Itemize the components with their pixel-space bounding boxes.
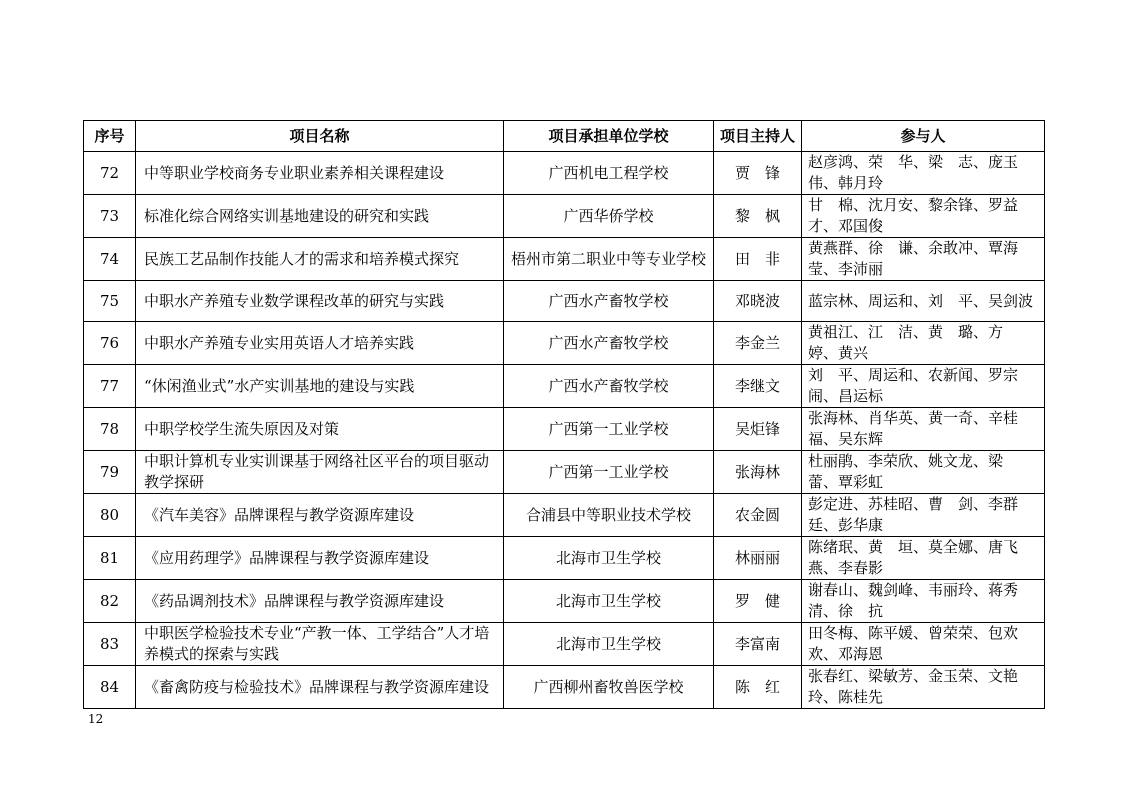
cell-host: 田 非 [714, 238, 802, 281]
table-header-row [84, 121, 1045, 152]
cell-no: 73 [84, 195, 136, 238]
cell-participants: 黄祖江、江 洁、黄 璐、方 婷、黄兴 [802, 322, 1045, 365]
cell-host: 吴炬锋 [714, 408, 802, 451]
cell-school: 广西水产畜牧学校 [504, 322, 714, 365]
table-row [84, 281, 1045, 322]
cell-school: 广西华侨学校 [504, 195, 714, 238]
cell-school: 广西第一工业学校 [504, 408, 714, 451]
cell-project-name: 中职水产养殖专业实用英语人才培养实践 [136, 322, 504, 365]
cell-host: 贾 锋 [714, 152, 802, 195]
cell-project-name: “休闲渔业式”水产实训基地的建设与实践 [136, 365, 504, 408]
cell-host: 罗 健 [714, 580, 802, 623]
table-row [84, 365, 1045, 408]
cell-host: 邓晓波 [714, 281, 802, 322]
table-row [84, 580, 1045, 623]
cell-school: 广西第一工业学校 [504, 451, 714, 494]
cell-no: 84 [84, 666, 136, 709]
cell-host: 农金圆 [714, 494, 802, 537]
cell-school: 合浦县中等职业技术学校 [504, 494, 714, 537]
cell-no: 83 [84, 623, 136, 666]
table-row [84, 666, 1045, 709]
table-row [84, 238, 1045, 281]
table-row [84, 623, 1045, 666]
cell-project-name: 《汽车美容》品牌课程与教学资源库建设 [136, 494, 504, 537]
page-number: 12 [88, 712, 104, 726]
table-row [84, 494, 1045, 537]
cell-no: 81 [84, 537, 136, 580]
cell-school: 北海市卫生学校 [504, 537, 714, 580]
table-body [84, 152, 1045, 709]
table-row [84, 322, 1045, 365]
cell-participants: 彭定进、苏桂昭、曹 剑、李群廷、彭华康 [802, 494, 1045, 537]
cell-participants: 蓝宗林、周运和、刘 平、吴剑波 [802, 281, 1045, 322]
header-project-name: 项目名称 [136, 121, 504, 152]
cell-project-name: 《畜禽防疫与检验技术》品牌课程与教学资源库建设 [136, 666, 504, 709]
cell-project-name: 民族工艺品制作技能人才的需求和培养模式探究 [136, 238, 504, 281]
cell-project-name: 中等职业学校商务专业职业素养相关课程建设 [136, 152, 504, 195]
header-participants: 参与人 [802, 121, 1045, 152]
cell-host: 李金兰 [714, 322, 802, 365]
cell-participants: 杜丽鹃、李荣欣、姚文龙、梁 蕾、覃彩虹 [802, 451, 1045, 494]
cell-no: 72 [84, 152, 136, 195]
cell-no: 76 [84, 322, 136, 365]
cell-school: 梧州市第二职业中等专业学校 [504, 238, 714, 281]
cell-no: 74 [84, 238, 136, 281]
cell-no: 78 [84, 408, 136, 451]
header-host: 项目主持人 [714, 121, 802, 152]
cell-participants: 张春红、梁敏芳、金玉荣、文艳玲、陈桂先 [802, 666, 1045, 709]
cell-school: 北海市卫生学校 [504, 623, 714, 666]
cell-host: 李富南 [714, 623, 802, 666]
project-table [83, 120, 1045, 709]
cell-project-name: 中职医学检验技术专业“产教一体、工学结合”人才培养模式的探索与实践 [136, 623, 504, 666]
cell-school: 广西柳州畜牧兽医学校 [504, 666, 714, 709]
cell-no: 82 [84, 580, 136, 623]
table-row [84, 408, 1045, 451]
cell-participants: 谢春山、魏剑峰、韦丽玲、蒋秀清、徐 抗 [802, 580, 1045, 623]
cell-project-name: 中职计算机专业实训课基于网络社区平台的项目驱动教学探研 [136, 451, 504, 494]
cell-school: 北海市卫生学校 [504, 580, 714, 623]
table-row [84, 537, 1045, 580]
cell-project-name: 中职水产养殖专业数学课程改革的研究与实践 [136, 281, 504, 322]
cell-participants: 甘 棉、沈月安、黎余锋、罗益才、邓国俊 [802, 195, 1045, 238]
cell-participants: 黄燕群、徐 谦、余敢冲、覃海莹、李沛丽 [802, 238, 1045, 281]
cell-host: 张海林 [714, 451, 802, 494]
cell-school: 广西机电工程学校 [504, 152, 714, 195]
header-school: 项目承担单位学校 [504, 121, 714, 152]
cell-participants: 赵彦鸿、荣 华、梁 志、庞玉伟、韩月玲 [802, 152, 1045, 195]
cell-host: 林丽丽 [714, 537, 802, 580]
cell-host: 黎 枫 [714, 195, 802, 238]
cell-participants: 张海林、肖华英、黄一奇、辛桂福、吴东辉 [802, 408, 1045, 451]
table-row [84, 195, 1045, 238]
cell-project-name: 《应用药理学》品牌课程与教学资源库建设 [136, 537, 504, 580]
cell-no: 79 [84, 451, 136, 494]
table-row [84, 451, 1045, 494]
cell-participants: 刘 平、周运和、农新闻、罗宗闹、昌运标 [802, 365, 1045, 408]
cell-project-name: 《药品调剂技术》品牌课程与教学资源库建设 [136, 580, 504, 623]
cell-project-name: 中职学校学生流失原因及对策 [136, 408, 504, 451]
header-no: 序号 [84, 121, 136, 152]
cell-no: 75 [84, 281, 136, 322]
cell-host: 陈 红 [714, 666, 802, 709]
table-row [84, 152, 1045, 195]
cell-project-name: 标准化综合网络实训基地建设的研究和实践 [136, 195, 504, 238]
cell-no: 80 [84, 494, 136, 537]
cell-no: 77 [84, 365, 136, 408]
cell-host: 李继文 [714, 365, 802, 408]
cell-participants: 陈绪珉、黄 垣、莫全娜、唐飞燕、李春影 [802, 537, 1045, 580]
cell-participants: 田冬梅、陈平媛、曾荣荣、包欢欢、邓海恩 [802, 623, 1045, 666]
cell-school: 广西水产畜牧学校 [504, 281, 714, 322]
cell-school: 广西水产畜牧学校 [504, 365, 714, 408]
